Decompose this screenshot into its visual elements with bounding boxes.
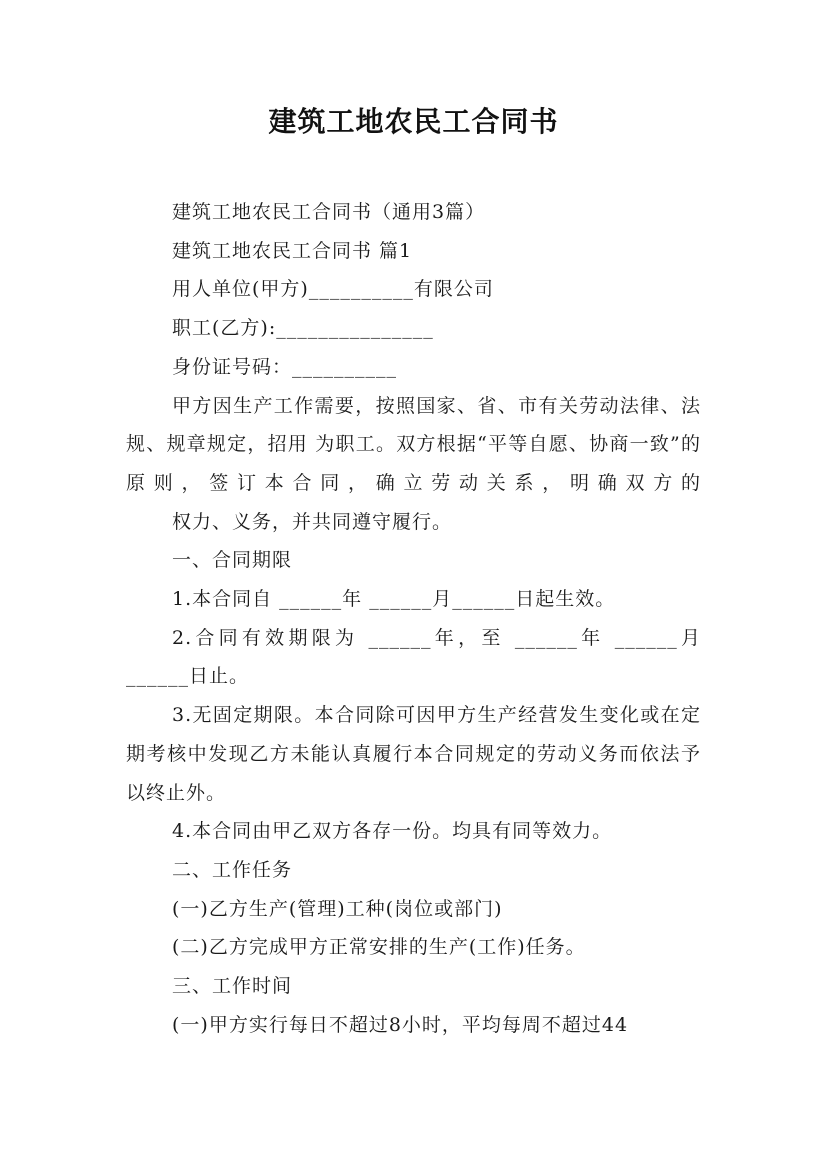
paragraph-task-1: (一)乙方生产(管理)工种(岗位或部门)	[172, 897, 503, 920]
paragraph-preamble: 甲方因生产工作需要，按照国家、省、市有关劳动法律、法规、规章规定，招用 为职工。双方根据“平等自愿、协商一致”的原则，签订本合同，确立劳动关系，明确双方的	[126, 394, 701, 494]
paragraph-id-number: 身份证号码：__________	[172, 355, 398, 378]
paragraph-section-heading: 建筑工地农民工合同书 篇1	[172, 239, 413, 262]
paragraph-task-2: (二)乙方完成甲方正常安排的生产(工作)任务。	[172, 936, 586, 959]
paragraph-employee: 职工(乙方):_______________	[172, 317, 434, 340]
document-title: 建筑工地农民工合同书	[268, 105, 559, 138]
paragraph-heading-term: 一、合同期限	[172, 549, 293, 572]
paragraph-term-3: 3.无固定期限。本合同除可因甲方生产经营发生变化或在定期考核中发现乙方未能认真履行本合同规定的劳动义务而依法予以终止外。	[126, 704, 701, 804]
paragraph-hours-1: (一)甲方实行每日不超过8小时，平均每周不超过44	[172, 1013, 629, 1036]
paragraph-heading-tasks: 二、工作任务	[172, 858, 293, 881]
paragraph-term-2: 2.合同有效期限为 ______年，至 ______年 ______月______日止。	[126, 626, 701, 688]
paragraph-preamble-cont: 权力、义务，并共同遵守履行。	[172, 510, 453, 533]
paragraph-term-1: 1.本合同自 ______年 ______月______日起生效。	[172, 588, 616, 611]
paragraph-heading-hours: 三、工作时间	[172, 975, 293, 998]
paragraph-employer: 用人单位(甲方)__________有限公司	[172, 278, 494, 301]
paragraph-term-4: 4.本合同由甲乙双方各存一份。均具有同等效力。	[172, 820, 613, 843]
document-body	[126, 193, 701, 1044]
paragraph-subtitle: 建筑工地农民工合同书（通用3篇）	[172, 201, 486, 223]
